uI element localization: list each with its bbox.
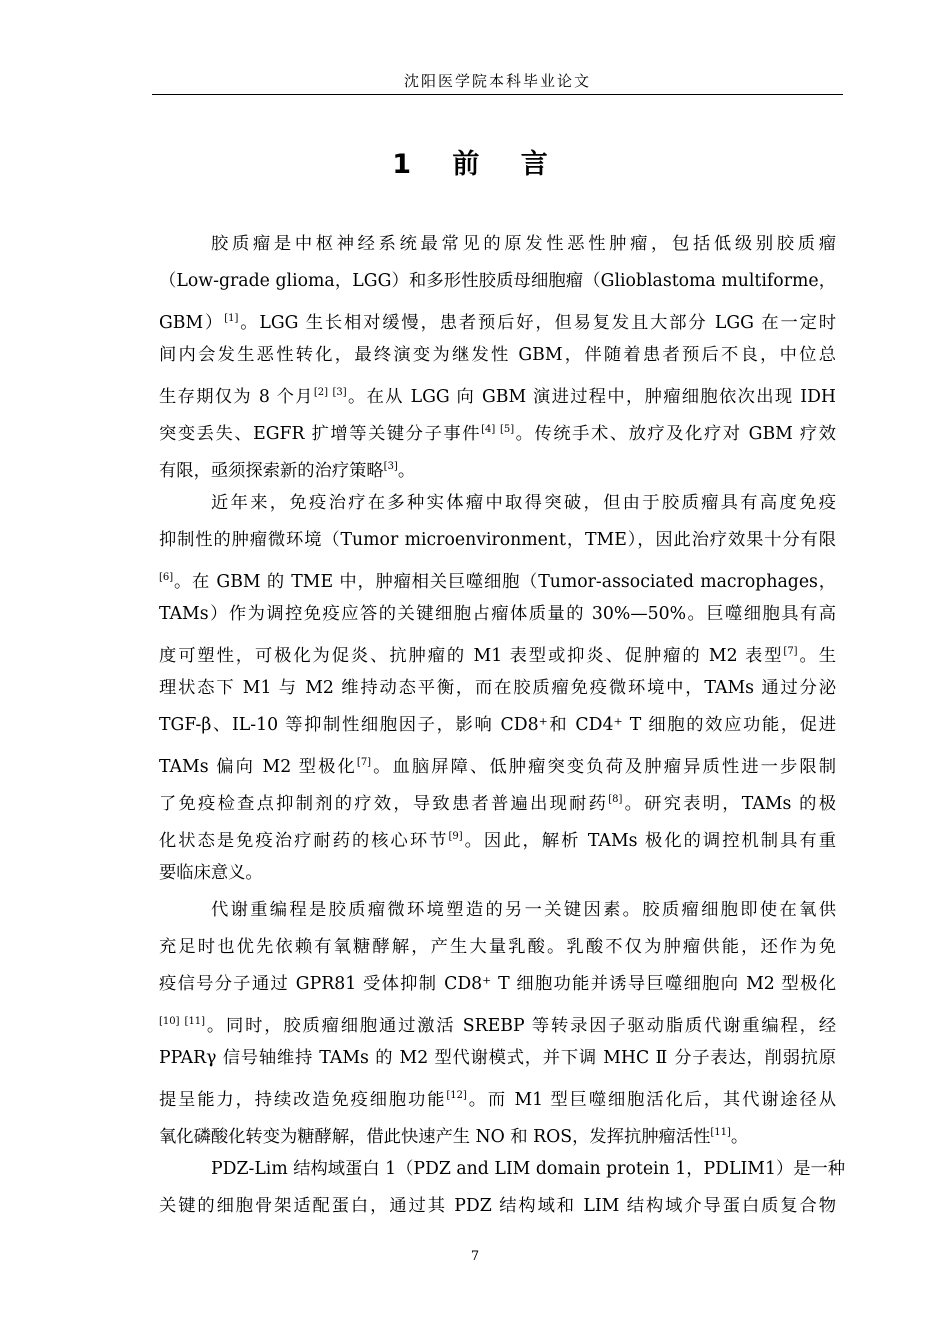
text-line: 胶质瘤是中枢神经系统最常见的原发性恶性肿瘤，包括低级别胶质瘤 [211,234,836,254]
text-line: TAMs）作为调控免疫应答的关键细胞占瘤体质量的 30%—50%。巨噬细胞具有高 [159,604,836,624]
text-line: 要临床意义。 [159,863,263,883]
text-line: 了免疫检查点抑制剂的疗效，导致患者普遍出现耐药[8]。研究表明，TAMs 的极 [159,793,836,814]
text-line: 充足时也优先依赖有氧糖酵解，产生大量乳酸。乳酸不仅为肿瘤供能，还作为免 [159,937,836,957]
text-line: PDZ-Lim 结构域蛋白 1（PDZ and LIM domain protein 1，PDLIM1）是一种 [211,1159,846,1179]
text-line: TAMs 偏向 M2 型极化[7]。血脑屏障、低肿瘤突变负荷及肿瘤异质性进一步限制 [159,756,836,777]
text-line: 突变丢失、EGFR 扩增等关键分子事件[4] [5]。传统手术、放疗及化疗对 GBM 疗效 [159,423,836,444]
page-number: 7 [470,1249,480,1264]
paragraph [159,226,836,485]
text-line: GBM）[1]。LGG 生长相对缓慢，患者预后好，但易复发且大部分 LGG 在一定时 [159,312,836,333]
text-line: 提呈能力，持续改造免疫细胞功能[12]。而 M1 型巨噬细胞活化后，其代谢途径从 [159,1089,836,1110]
paragraph [159,892,836,1151]
text-line: 疫信号分子通过 GPR81 受体抑制 CD8⁺ T 细胞功能并诱导巨噬细胞向 M2 型极化 [159,974,836,994]
text-line: 抑制性的肿瘤微环境（Tumor microenvironment，TME），因此治疗效果十分有限 [159,530,836,550]
body-text [159,226,846,1225]
section-title-word-2: 言 [520,149,558,180]
text-line: （Low-grade glioma，LGG）和多形性胶质母细胞瘤（Glioblastoma multiforme， [159,271,836,291]
text-line: 有限，亟须探索新的治疗策略[3]。 [159,460,416,481]
text-line: 近年来，免疫治疗在多种实体瘤中取得突破，但由于胶质瘤具有高度免疫 [211,493,836,513]
text-line: 氧化磷酸化转变为糖酵解，借此快速产生 NO 和 ROS，发挥抗肿瘤活性[11]。 [159,1126,749,1147]
text-line: [6]。在 GBM 的 TME 中，肿瘤相关巨噬细胞（Tumor-associated macrophages， [159,571,836,592]
section-title [0,142,950,181]
text-line: 关键的细胞骨架适配蛋白，通过其 PDZ 结构域和 LIM 结构域介导蛋白质复合物 [159,1196,836,1216]
running-header: 沈阳医学院本科毕业论文 [152,70,843,95]
text-line: PPARγ 信号轴维持 TAMs 的 M2 型代谢模式，并下调 MHC Ⅱ 分子表达，削弱抗原 [159,1048,836,1068]
text-line: 理状态下 M1 与 M2 维持动态平衡，而在胶质瘤免疫微环境中，TAMs 通过分泌 [159,678,836,698]
paragraph [159,1151,846,1225]
text-line: TGF-β、IL-10 等抑制性细胞因子，影响 CD8⁺和 CD4⁺ T 细胞的效应功能，促进 [159,715,836,735]
text-line: 生存期仅为 8 个月[2] [3]。在从 LGG 向 GBM 演进过程中，肿瘤细胞依次出现 IDH [159,386,837,407]
text-line: [10] [11]。同时，胶质瘤细胞通过激活 SREBP 等转录因子驱动脂质代谢重编程，经 [159,1015,837,1036]
section-number: 1 [392,149,421,180]
paragraph [159,485,836,892]
text-line: 间内会发生恶性转化，最终演变为继发性 GBM，伴随着患者预后不良，中位总 [159,345,836,365]
text-line: 代谢重编程是胶质瘤微环境塑造的另一关键因素。胶质瘤细胞即使在氧供 [211,900,836,920]
section-title-word-1: 前 [452,149,490,180]
text-line: 度可塑性，可极化为促炎、抗肿瘤的 M1 表型或抑炎、促肿瘤的 M2 表型[7]。生 [159,645,836,666]
text-line: 化状态是免疫治疗耐药的核心环节[9]。因此，解析 TAMs 极化的调控机制具有重 [159,830,836,851]
